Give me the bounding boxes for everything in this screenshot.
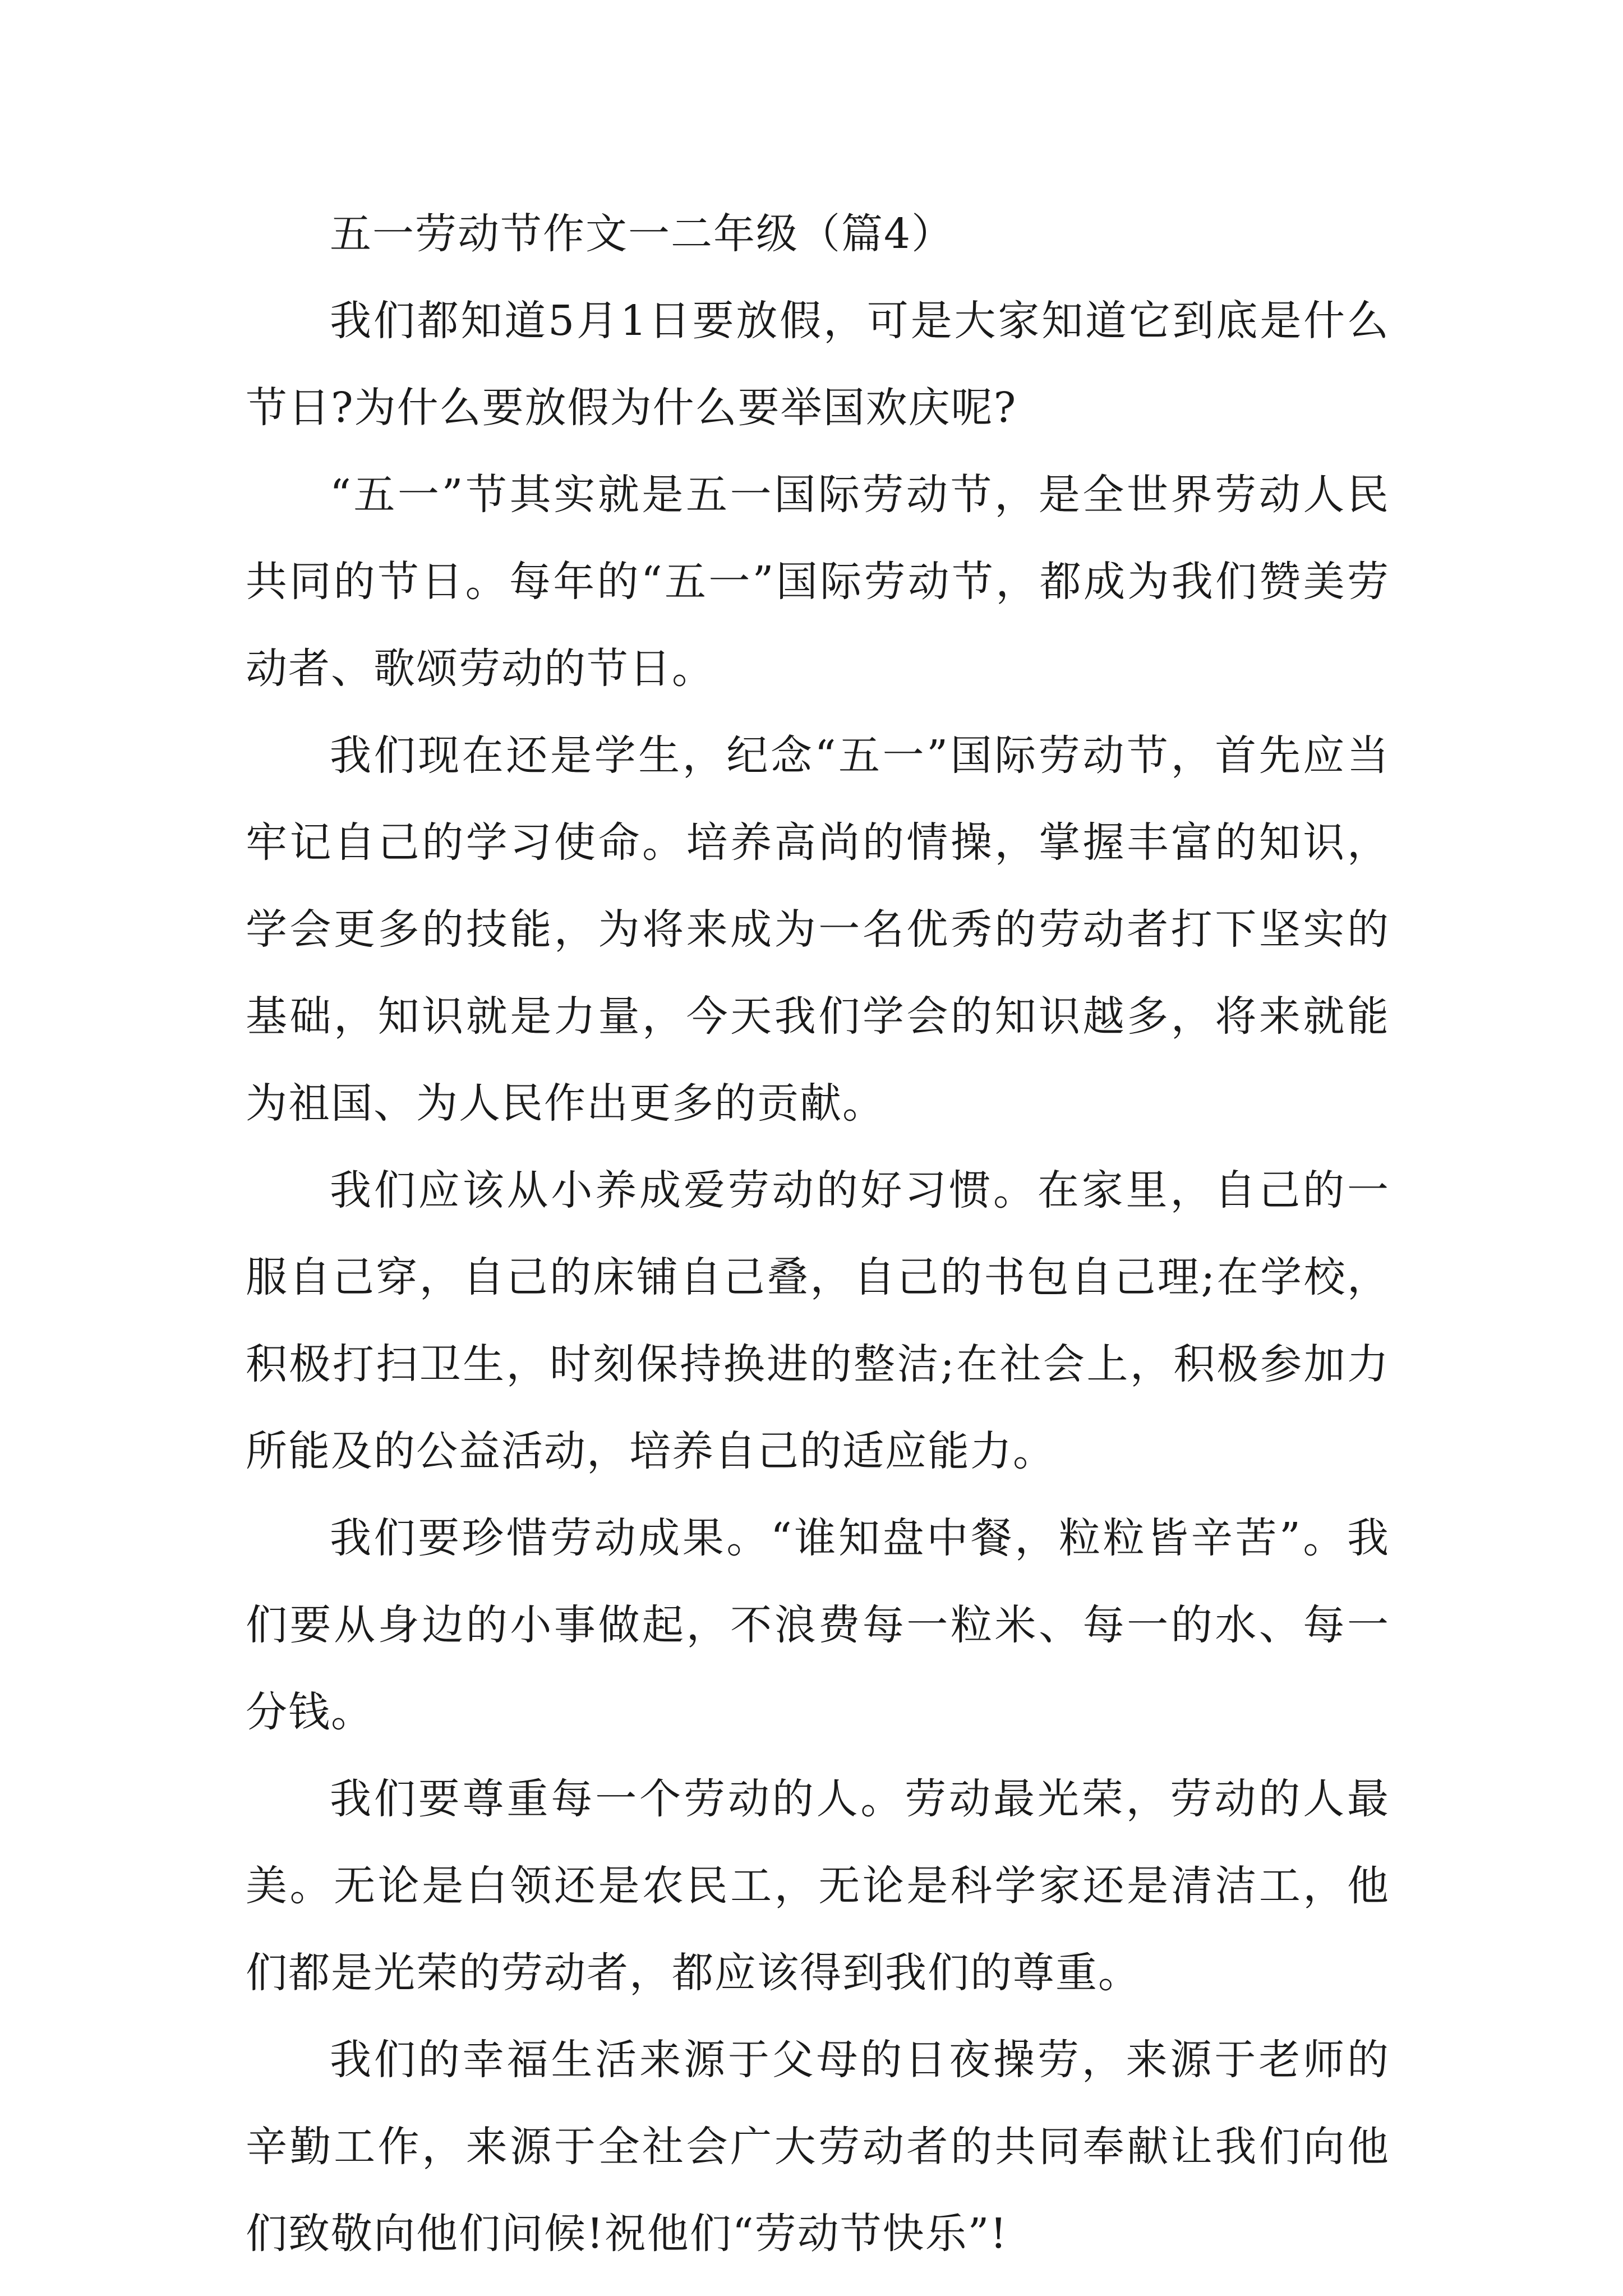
paragraph-6: 我们要尊重每一个劳动的人。劳动最光荣，劳动的人最美。无论是白领还是农民工，无论是科学家还是清洁工，他们都是光荣的劳动者，都应该得到我们的尊重。	[246, 1775, 1390, 1997]
paragraph-7: 我们的幸福生活来源于父母的日夜操劳，来源于老师的辛勤工作，来源于全社会广大劳动者的共同奉献让我们向他们致敬向他们问候!祝他们“劳动节快乐”!	[246, 2036, 1390, 2258]
document-title: 五一劳动节作文一二年级（篇4）	[330, 210, 955, 258]
paragraph-5: 我们要珍惜劳动成果。“谁知盘中餐，粒粒皆辛苦”。我们要从身边的小事做起，不浪费每一粒米、每一的水、每一分钱。	[246, 1514, 1390, 1736]
paragraph-1: 我们都知道5月1日要放假，可是大家知道它到底是什么节日?为什么要放假为什么要举国欢庆呢?	[246, 297, 1390, 432]
paragraph-2: “五一”节其实就是五一国际劳动节，是全世界劳动人民共同的节日。每年的“五一”国际劳动节，都成为我们赞美劳动者、歌颂劳动的节日。	[246, 471, 1390, 693]
document-body	[246, 191, 1390, 2277]
paragraph-3: 我们现在还是学生，纪念“五一”国际劳动节，首先应当牢记自己的学习使命。培养高尚的情操，掌握丰富的知识，学会更多的技能，为将来成为一名优秀的劳动者打下坚实的基础，知识就是力量，今天我们学会的知识越多，将来就能为祖国、为人民作出更多的贡献。	[246, 731, 1390, 1128]
paragraph-4: 我们应该从小养成爱劳动的好习惯。在家里，自己的一服自己穿，自己的床铺自己叠，自己的书包自己理;在学校，积极打扫卫生，时刻保持换进的整洁;在社会上，积极参加力所能及的公益活动，培养自己的适应能力。	[246, 1166, 1390, 1475]
